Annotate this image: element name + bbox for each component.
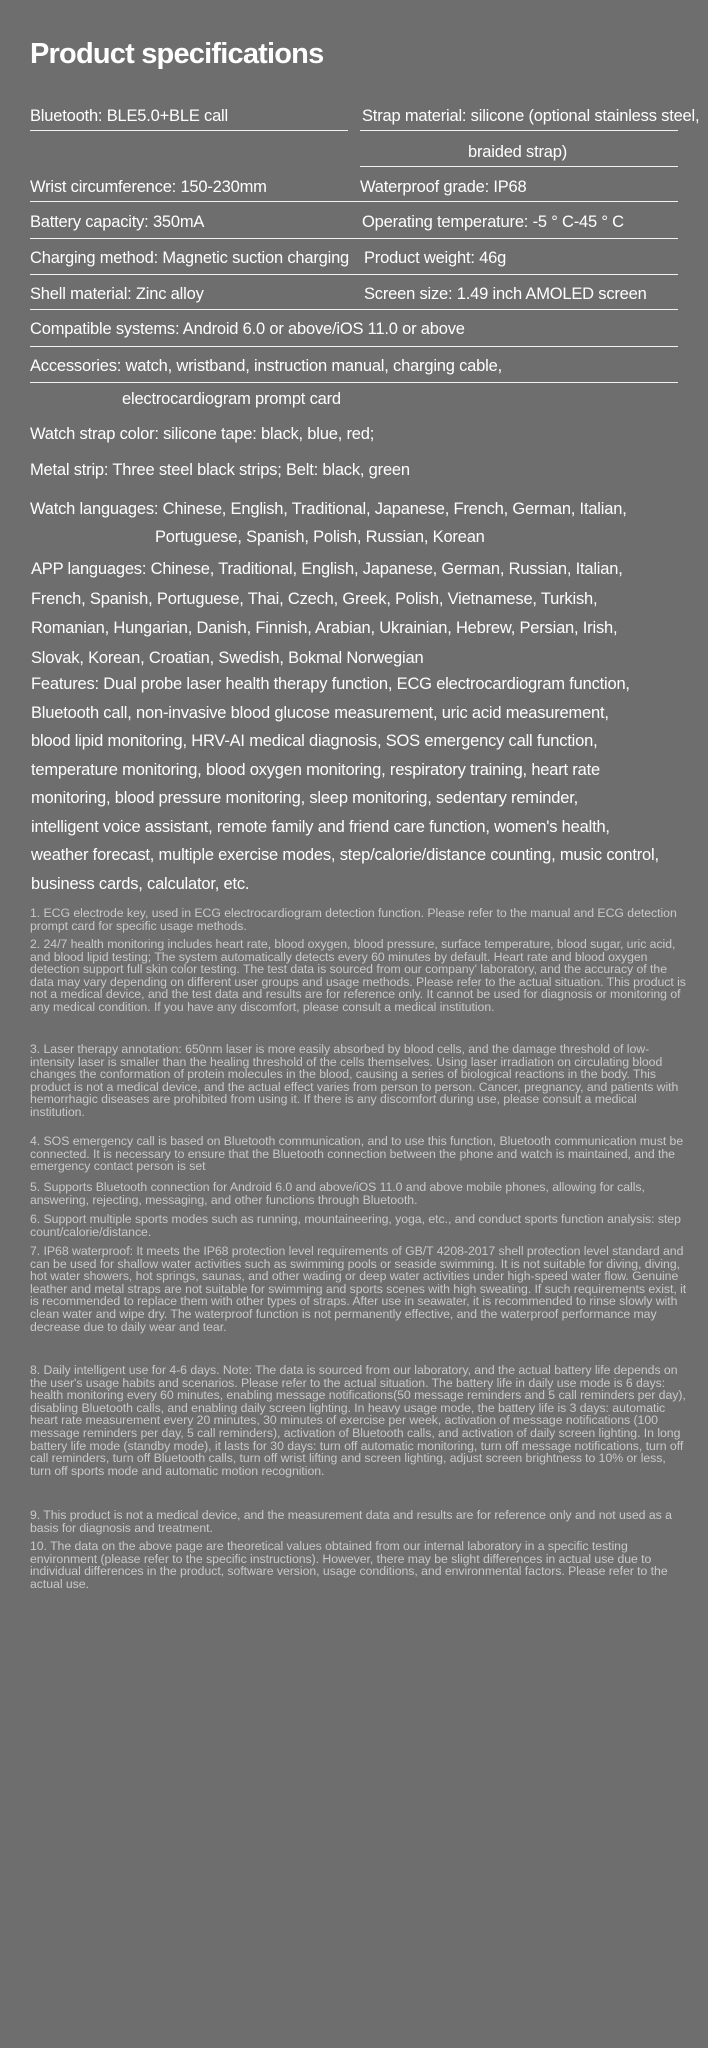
app-languages-line: Slovak, Korean, Croatian, Swedish, Bokmal Norwegian — [31, 648, 424, 667]
note-sos-call: 4. SOS emergency call is based on Bluetooth communication, and to use this function, Bluetooth communication must be connected. It is necessary to ensure that the Bluetooth connection between the phone and watch is maintained, and the emergency contact person is set — [30, 1134, 684, 1174]
note-ecg-key: 1. ECG electrode key, used in ECG electrocardiogram detection function. Please refer to the manual and ECG detection prompt card for specific usage methods. — [30, 906, 677, 933]
note-sports-modes: 6. Support multiple sports modes such as running, mountaineering, yoga, etc., and conduct sports function analysis: step count/calorie/distance. — [30, 1212, 681, 1239]
spec-watch-languages: Watch languages: Chinese, English, Traditional, Japanese, French, German, Italian, — [30, 500, 627, 518]
divider — [30, 382, 678, 383]
divider — [360, 166, 678, 167]
note-laser-therapy: 3. Laser therapy annotation: 650nm laser is more easily absorbed by blood cells, and the damage threshold of low-intensity laser is smaller than the healing threshold of the cells themselves. Using laser irradiation on circulating blood changes the conformation of protein molecules in the blood, causing a series of biological reactions in the body. This product is not a medical device, and the actual effect varies from person to person. Cancer, pregnancy, and patients with hemorrhagic diseases are prohibited from using it. If there is any discomfort during use, please consult a medical institution. — [30, 1042, 679, 1119]
spec-strap-material: Strap material: silicone (optional stainless steel, — [362, 107, 700, 125]
page-title: Product specifications — [30, 38, 324, 70]
spec-bluetooth: Bluetooth: BLE5.0+BLE call — [30, 107, 228, 125]
divider — [30, 274, 678, 275]
spec-accessories-continued: electrocardiogram prompt card — [122, 390, 341, 408]
note-battery-life: 8. Daily intelligent use for 4-6 days. Note: The data is sourced from our laboratory, and the actual battery life depends on the user's usage habits and scenarios. Please refer to the actual situation. The battery life in daily use mode is 6 days: health monitoring every 60 minutes, enabling message notifications(50 message reminders and 5 call reminders per day), disabling Bluetooth calls, and enabling daily screen lighting. In heavy usage mode, the battery life is 3 days: automatic heart rate measurement every 20 minutes, 30 minutes of exercise per week, activation of message notifications (100 message reminders per day, 5 call reminders), activation of Bluetooth calls, and activation of daily screen lighting. In long battery life mode (standby mode), it lasts for 30 days: turn off automatic monitoring, turn off message notifications, turn off call reminders, turn off Bluetooth calls, turn off wrist lifting and screen lighting, adjust screen brightness to 10% or less, turn off sports mode and automatic motion recognition. — [30, 1363, 686, 1478]
divider — [30, 201, 678, 202]
features-line: business cards, calculator, etc. — [31, 874, 250, 893]
spec-compatible-systems: Compatible systems: Android 6.0 or above/iOS 11.0 or above — [30, 320, 465, 338]
spec-screen-size: Screen size: 1.49 inch AMOLED screen — [364, 285, 647, 303]
divider — [30, 346, 678, 347]
divider — [360, 130, 678, 131]
features — [31, 670, 659, 898]
spec-shell-material: Shell material: Zinc alloy — [30, 285, 204, 303]
spec-strap-material-continued: braided strap) — [468, 143, 568, 161]
spec-battery-capacity: Battery capacity: 350mA — [30, 213, 205, 231]
app-languages — [31, 555, 623, 673]
spec-wrist-circumference: Wrist circumference: 150-230mm — [30, 178, 267, 196]
spec-operating-temperature: Operating temperature: -5 ° C-45 ° C — [362, 213, 624, 231]
note-health-monitoring: 2. 24/7 health monitoring includes heart rate, blood oxygen, blood pressure, surface temperature, blood sugar, uric acid, and blood lipid testing; The system automatically detects every 60 minutes by default. Heart rate and blood oxygen detection support full skin color testing. The test data is sourced from our company' laboratory, and the accuracy of the data may vary depending on different user groups and usage methods. Please refer to the actual situation. This product is not a medical device, and the test data and results are for reference only. It cannot be used for diagnosis or monitoring of any medical condition. If you have any discomfort, please consult a medical institution. — [30, 937, 686, 1014]
spec-charging-method: Charging method: Magnetic suction charging — [30, 249, 350, 267]
app-languages-line: APP languages: Chinese, Traditional, English, Japanese, German, Russian, Italian, — [31, 560, 623, 578]
features-line: monitoring, blood pressure monitoring, sleep monitoring, sedentary reminder, — [31, 789, 579, 807]
note-not-medical-device: 9. This product is not a medical device, and the measurement data and results are for reference only and not used as a basis for diagnosis and treatment. — [30, 1508, 672, 1535]
divider — [30, 130, 348, 131]
spec-waterproof-grade: Waterproof grade: IP68 — [360, 178, 527, 196]
features-line: Features: Dual probe laser health therapy function, ECG electrocardiogram function, — [31, 675, 630, 693]
features-line: blood lipid monitoring, HRV-AI medical diagnosis, SOS emergency call function, — [31, 732, 598, 750]
note-data-disclaimer: 10. The data on the above page are theoretical values obtained from our internal laboratory in a specific testing environment (please refer to the specific instructions). However, there may be slight differences in actual use due to individual differences in the product, software version, usage conditions, and environmental factors. Please refer to the actual use. — [30, 1539, 668, 1591]
app-languages-line: Romanian, Hungarian, Danish, Finnish, Arabian, Ukrainian, Hebrew, Persian, Irish, — [31, 619, 618, 637]
features-line: weather forecast, multiple exercise modes, step/calorie/distance counting, music control, — [31, 846, 659, 864]
spec-product-weight: Product weight: 46g — [364, 249, 507, 267]
features-line: Bluetooth call, non-invasive blood glucose measurement, uric acid measurement, — [31, 703, 609, 722]
note-bluetooth-connection: 5. Supports Bluetooth connection for Android 6.0 and above/iOS 11.0 and above mobile phones, allowing for calls, answering, rejecting, messaging, and other functions through Bluetooth. — [30, 1180, 645, 1207]
note-ip68-waterproof: 7. IP68 waterproof: It meets the IP68 protection level requirements of GB/T 4208-2017 shell protection level standard and can be used for shallow water activities such as swimming pools or seaside swimming. It is not suitable for diving, diving, hot water showers, hot springs, saunas, and other wading or deep water activities under high-speed water flow. Genuine leather and metal straps are not suitable for swimming and sports scenes with high sweating. If such requirements exist, it is recommended to replace them with other types of straps. After use in seawater, it is recommended to rinse slowly with clean water and wipe dry. The waterproof function is not permanently effective, and the waterproof performance may decrease due to daily wear and tear. — [30, 1244, 687, 1334]
divider — [30, 238, 678, 239]
spec-metal-strip: Metal strip: Three steel black strips; Belt: black, green — [30, 461, 410, 479]
features-line: temperature monitoring, blood oxygen monitoring, respiratory training, heart rate — [31, 760, 600, 779]
divider — [30, 309, 678, 310]
app-languages-line: French, Spanish, Portuguese, Thai, Czech, Greek, Polish, Vietnamese, Turkish, — [31, 589, 598, 608]
features-line: intelligent voice assistant, remote family and friend care function, women's health, — [31, 817, 610, 836]
spec-watch-languages-continued: Portuguese, Spanish, Polish, Russian, Korean — [155, 528, 485, 546]
spec-accessories: Accessories: watch, wristband, instruction manual, charging cable, — [30, 357, 502, 375]
spec-watch-strap-color: Watch strap color: silicone tape: black, blue, red; — [30, 425, 375, 443]
